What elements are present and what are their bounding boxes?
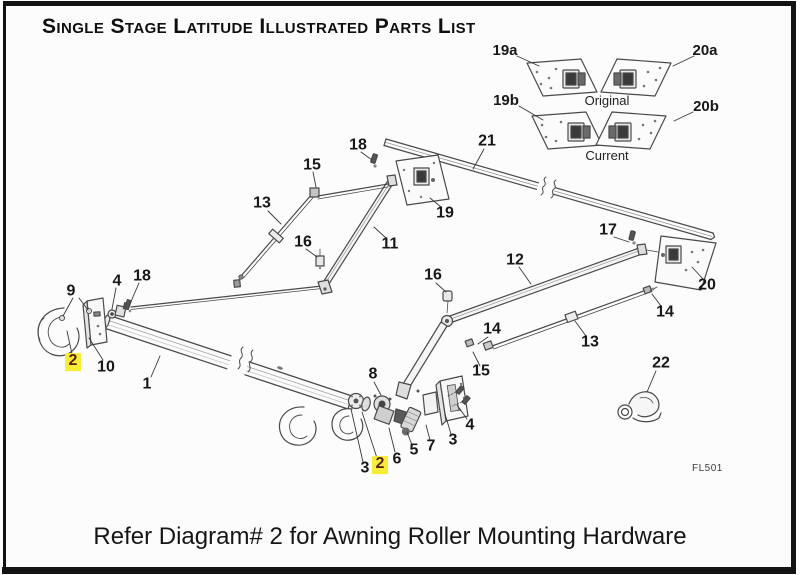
page-title: Single Stage Latitude Illustrated Parts List — [42, 15, 476, 38]
bolt-18-top — [371, 154, 378, 168]
drawing-number: FL501 — [692, 463, 723, 474]
callout-label-14: 14 — [656, 303, 674, 321]
footer-note: Refer Diagram# 2 for Awning Roller Mounting Hardware — [93, 523, 687, 550]
callout-label-8: 8 — [368, 365, 378, 383]
callout-label-6: 6 — [392, 450, 402, 468]
callout-label-18: 18 — [349, 136, 367, 154]
inset-caption-current: Current — [585, 148, 629, 164]
callout-label-3: 3 — [448, 431, 458, 449]
callout-label-20: 20 — [698, 276, 716, 294]
callout-label-4: 4 — [112, 272, 122, 290]
callout-label-15: 15 — [303, 156, 321, 174]
callout-label-20a: 20a — [692, 42, 718, 60]
callout-label-5: 5 — [409, 441, 419, 459]
callout-label-14: 14 — [483, 320, 501, 338]
inset-caption-original: Original — [584, 93, 630, 109]
callout-label-17: 17 — [599, 221, 617, 239]
right-rafter-assembly — [396, 231, 658, 399]
callout-label-19b: 19b — [493, 92, 519, 110]
callout-label-20b: 20b — [693, 98, 719, 116]
callout-label-18: 18 — [133, 267, 151, 285]
inset-bracket-20b — [596, 112, 666, 149]
callout-label-2: 2 — [372, 456, 388, 474]
pull-clip-22 — [618, 392, 661, 422]
callout-label-10: 10 — [97, 358, 115, 376]
callout-label-11: 11 — [381, 235, 399, 253]
callout-label-13: 13 — [253, 194, 271, 212]
callout-label-21: 21 — [478, 132, 496, 150]
callout-label-4: 4 — [465, 416, 475, 434]
callout-label-15: 15 — [472, 362, 490, 380]
callout-label-16: 16 — [294, 233, 312, 251]
callout-label-1: 1 — [142, 375, 152, 393]
inset-bracket-19b — [532, 112, 602, 149]
callout-label-19a: 19a — [492, 42, 518, 60]
callout-label-16: 16 — [424, 266, 442, 284]
roller-tube — [102, 314, 352, 409]
callout-label-3: 3 — [360, 459, 370, 477]
callout-label-9: 9 — [66, 282, 76, 300]
inset-bracket-19a — [527, 59, 597, 96]
callout-label-19: 19 — [436, 204, 454, 222]
callout-label-2: 2 — [65, 353, 81, 371]
callout-label-13: 13 — [581, 333, 599, 351]
callout-label-7: 7 — [426, 437, 436, 455]
inset-bracket-20a — [601, 59, 671, 96]
callout-label-22: 22 — [652, 354, 670, 372]
callout-label-12: 12 — [506, 251, 524, 269]
